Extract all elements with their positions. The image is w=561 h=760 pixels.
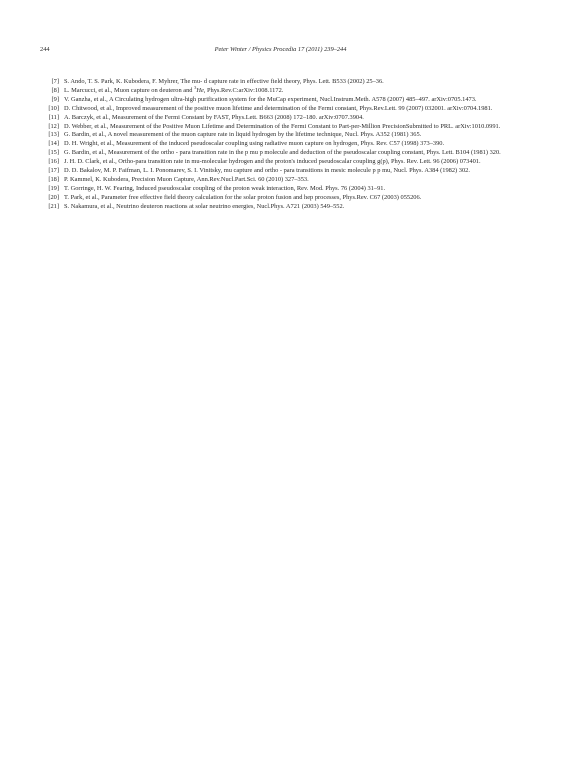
reference-item: [40, 194, 512, 203]
running-head: Peter Winter / Physics Procedia 17 (2011) 239–244: [214, 46, 347, 53]
reference-item: [40, 203, 512, 212]
reference-text: J. H. D. Clark, et al., Ortho-para transition rate in mu-molecular hydrogen and the proton's induced pseudoscalar coupling g(p), Phys. Rev. Lett. 96 (2006) 073401.: [64, 158, 481, 166]
reference-number: [16]: [48, 158, 59, 166]
reference-item: [40, 78, 512, 87]
reference-number: [13]: [48, 131, 59, 139]
reference-item: [40, 123, 512, 132]
reference-number: [8]: [51, 86, 59, 94]
reference-item: [40, 114, 512, 123]
reference-text: S. Ando, T. S. Park, K. Kubodera, F. Myhrer, The mu- d capture rate in effective field theory, Phys. Lett. B533 (2002) 25–36.: [64, 78, 384, 85]
reference-number: [21]: [48, 202, 59, 210]
reference-item: [40, 158, 512, 167]
reference-number: [18]: [48, 175, 59, 183]
reference-text: G. Bardin, et al., A novel measurement of the muon capture rate in liquid hydrogen by the lifetime technique, Nucl. Phys. A352 (1981) 365.: [64, 131, 422, 139]
reference-number: [12]: [48, 122, 59, 130]
reference-item: [40, 131, 512, 140]
reference-text: P. Kammel, K. Kubodera, Precision Muon Capture, Ann.Rev.Nucl.Part.Sci. 60 (2010) 327–353.: [64, 175, 309, 183]
reference-item: [40, 140, 512, 149]
reference-text: D. H. Wright, et al., Measurement of the induced pseudoscalar coupling using radiative muon capture on hydrogen, Phys. Rev. C57 (1998) 373–390.: [64, 140, 445, 148]
reference-text: G. Bardin, et al., Measurement of the ortho - para transition rate in the p mu p molecule and deduction of the pseudoscalar coupling constant, Phys. Lett. B104 (1981) 320.: [64, 149, 501, 157]
reference-number: [9]: [51, 95, 59, 103]
reference-item: [40, 167, 512, 176]
reference-text-part: , Phys.Rev.C:arXiv:1008.1172.: [203, 86, 284, 94]
reference-list: [40, 78, 512, 212]
reference-text: V. Ganzha, et al., A Circulating hydrogen ultra-high purification system for the MuCap experiment, Nucl.Instrum.Meth. A578 (2007) 485–497. arXiv:0705.1473.: [64, 95, 477, 103]
reference-text: T. Park, et al., Parameter free effective field theory calculation for the solar proton fusion and hep processes, Phys.Rev. C67 (2003) 055206.: [64, 193, 422, 201]
reference-text: D. D. Bakalov, M. P. Faifman, L. I. Ponomarev, S. I. Vinitsky, mu capture and ortho - para transitions in mesic molecule p p mu, Nucl. Phys. A384 (1982) 302.: [64, 167, 470, 175]
reference-number: [15]: [48, 149, 59, 157]
reference-text: D. Chitwood, et al., Improved measurement of the positive muon lifetime and determination of the Fermi constant, Phys.Rev.Lett. 99 (2007) 032001. arXiv:0704.1981.: [64, 104, 493, 112]
reference-number: [14]: [48, 140, 59, 148]
reference-number: [20]: [48, 193, 59, 201]
reference-number: [19]: [48, 184, 59, 192]
reference-number: [11]: [48, 113, 59, 121]
reference-text: S. Nakamura, et al., Neutrino deuteron reactions at solar neutrino energies, Nucl.Phys. A721 (2003) 549–552.: [64, 202, 345, 210]
reference-item: [40, 185, 512, 194]
reference-text: [64, 84, 512, 96]
reference-text: D. Webber, et al., Measurement of the Positive Muon Lifetime and Determination of the Fermi Constant to Part-per-Million PrecisionSubmitted to PRL. arXiv:1010.0991.: [64, 122, 501, 130]
reference-item: [40, 149, 512, 158]
superscript: 3: [194, 84, 197, 90]
reference-number: [17]: [48, 167, 59, 175]
page-number: 244: [40, 46, 50, 53]
page-header: [40, 45, 521, 55]
reference-text: T. Gorringe, H. W. Fearing, Induced pseudoscalar coupling of the proton weak interaction, Rev. Mod. Phys. 76 (2004) 31–91.: [64, 184, 386, 192]
reference-text: A. Barczyk, et al., Measurement of the Fermi Constant by FAST, Phys.Lett. B663 (2008) 172–180. arXiv:0707.3904.: [64, 113, 364, 121]
reference-number: [7]: [51, 78, 59, 85]
reference-item: [40, 105, 512, 114]
reference-item: [40, 84, 512, 96]
reference-number: [10]: [48, 104, 59, 112]
element-symbol: He: [196, 86, 204, 94]
reference-text-part: L. Marcucci, et al., Muon capture on deuteron and: [64, 86, 195, 94]
reference-item: [40, 96, 512, 105]
reference-item: [40, 176, 512, 185]
